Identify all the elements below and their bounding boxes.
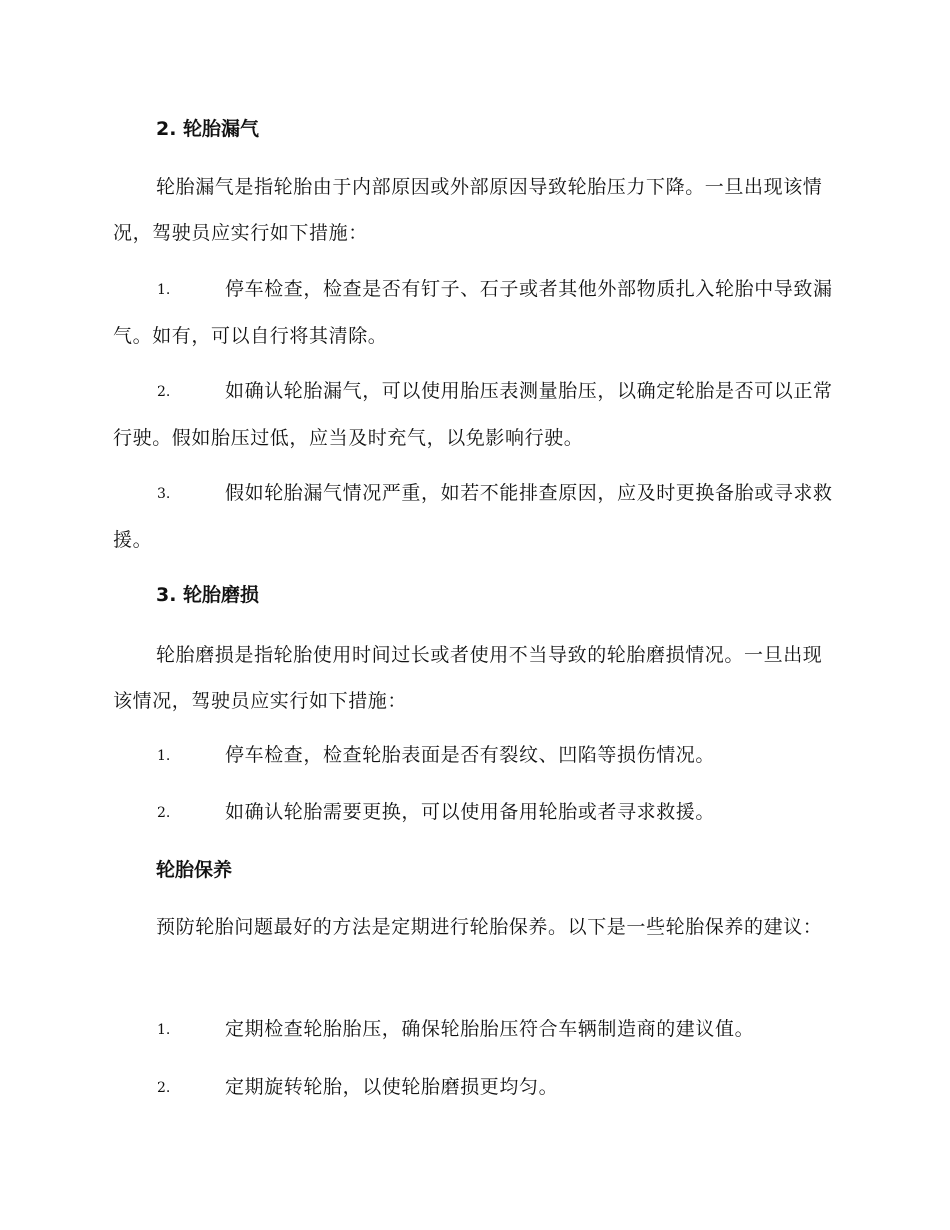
list-item-text: 如确认轮胎需要更换，可以使用备用轮胎或者寻求救援。 bbox=[225, 801, 716, 823]
list-item bbox=[113, 368, 833, 461]
list-item-number: 2. bbox=[157, 384, 171, 400]
list-item-number: 3. bbox=[157, 486, 171, 502]
list-item-text: 定期旋转轮胎，以使轮胎磨损更均匀。 bbox=[225, 1076, 559, 1098]
list-item-number: 1. bbox=[157, 282, 171, 298]
section-heading-wear: 3. 轮胎磨损 bbox=[156, 584, 260, 606]
list-item bbox=[113, 1006, 833, 1053]
list-item-text: 假如轮胎漏气情况严重，如若不能排查原因，应及时更换备胎或寻求救援。 bbox=[113, 482, 833, 551]
section-intro-wear: 轮胎磨损是指轮胎使用时间过长或者使用不当导致的轮胎磨损情况。一旦出现该情况，驾驶员应实行如下措施： bbox=[113, 644, 823, 712]
section-intro-leak: 轮胎漏气是指轮胎由于内部原因或外部原因导致轮胎压力下降。一旦出现该情况，驾驶员应实行如下措施： bbox=[113, 176, 823, 244]
list-item-text: 停车检查，检查是否有钉子、石子或者其他外部物质扎入轮胎中导致漏气。如有，可以自行将其清除。 bbox=[113, 278, 833, 347]
list-item bbox=[113, 470, 833, 563]
section-intro-maintenance: 预防轮胎问题最好的方法是定期进行轮胎保养。以下是一些轮胎保养的建议： bbox=[156, 916, 823, 938]
list-item-text: 定期检查轮胎胎压，确保轮胎胎压符合车辆制造商的建议值。 bbox=[225, 1018, 755, 1040]
list-item-number: 2. bbox=[157, 1080, 171, 1096]
list-item bbox=[113, 266, 833, 359]
section-heading-maintenance: 轮胎保养 bbox=[156, 859, 233, 881]
list-item bbox=[113, 732, 833, 779]
list-item-number: 2. bbox=[157, 805, 171, 821]
list-item-number: 1. bbox=[157, 748, 171, 764]
section-heading-leak: 2. 轮胎漏气 bbox=[156, 118, 260, 140]
list-item-text: 停车检查，检查轮胎表面是否有裂纹、凹陷等损伤情况。 bbox=[225, 744, 716, 766]
list-item bbox=[113, 1064, 833, 1111]
list-item bbox=[113, 789, 833, 836]
list-item-number: 1. bbox=[157, 1022, 171, 1038]
list-item-text: 如确认轮胎漏气，可以使用胎压表测量胎压，以确定轮胎是否可以正常行驶。假如胎压过低，应当及时充气，以免影响行驶。 bbox=[113, 380, 833, 449]
